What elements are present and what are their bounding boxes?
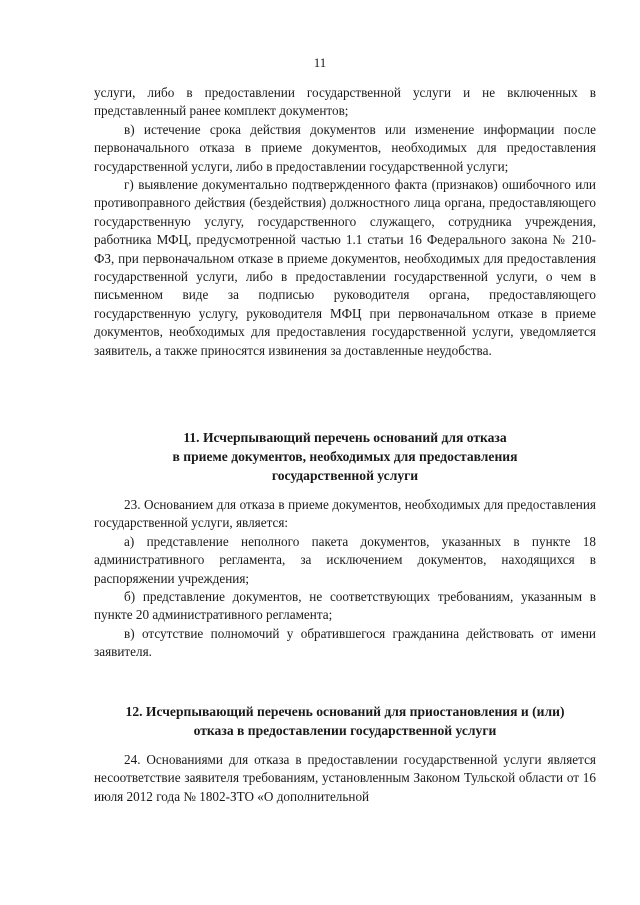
section-12-body (94, 751, 596, 806)
paragraph-23: 23. Основанием для отказа в приеме документов, необходимых для предоставления государственной услуги, является: (94, 497, 596, 531)
heading-line: отказа в предоставлении государственной услуги (193, 723, 497, 738)
paragraph-item-g: г) выявление документально подтвержденного факта (признаков) ошибочного или противоправного действия (бездействия) должностного лица органа, предоставляющего государственную услугу, государственного служащего, сотрудника учреждения, работника МФЦ, предусмотренной частью 1.1 статьи 16 Федерального закона № 210-ФЗ, при первоначальном отказе в приеме документов, необходимых для предоставления государственной услуги, либо в предоставлении государственной услуги, о чем в письменном виде за подписью руководителя органа, предоставляющего государственную услугу, руководителя МФЦ при первоначальном отказе в приеме документов, необходимых для предоставления государственной услуги, уведомляется заявитель, а также приносятся извинения за доставленные неудобства. (94, 177, 596, 358)
paragraph-continuation: услуги, либо в предоставлении государственной услуги и не включенных в представленный ранее комплект документов; (94, 85, 596, 119)
section-12-heading (94, 702, 596, 740)
paragraph-23-b: б) представление документов, не соответствующих требованиям, указанным в пункте 20 административного регламента; (94, 589, 596, 623)
section-top-body (94, 84, 596, 360)
paragraph-23-a: а) представление неполного пакета документов, указанных в пункте 18 административного регламента, за исключением документов, находящихся в распоряжении учреждения; (94, 533, 596, 586)
page-number: 11 (313, 55, 327, 70)
heading-line: 11. Исчерпывающий перечень оснований для отказа (183, 430, 507, 445)
section-11-heading (94, 428, 596, 485)
paragraph-item-v: в) истечение срока действия документов или изменение информации после первоначального отказа в приеме документов, необходимых для предоставления государственной услуги, либо в предоставлении государственной услуги; (94, 121, 596, 174)
heading-line: в приеме документов, необходимых для предоставления (172, 449, 518, 464)
heading-line: государственной услуги (271, 468, 419, 483)
paragraph-23-v: в) отсутствие полномочий у обратившегося гражданина действовать от имени заявителя. (94, 625, 596, 660)
paragraph-24: 24. Основаниями для отказа в предоставлении государственной услуги является несоответствие заявителя требованиям, установленным Законом Тульской области от 16 июля 2012 года № 1802-ЗТО «О дополнительной (94, 752, 596, 804)
section-11-body (94, 496, 596, 662)
heading-line: 12. Исчерпывающий перечень оснований для приостановления и (или) (125, 704, 565, 719)
